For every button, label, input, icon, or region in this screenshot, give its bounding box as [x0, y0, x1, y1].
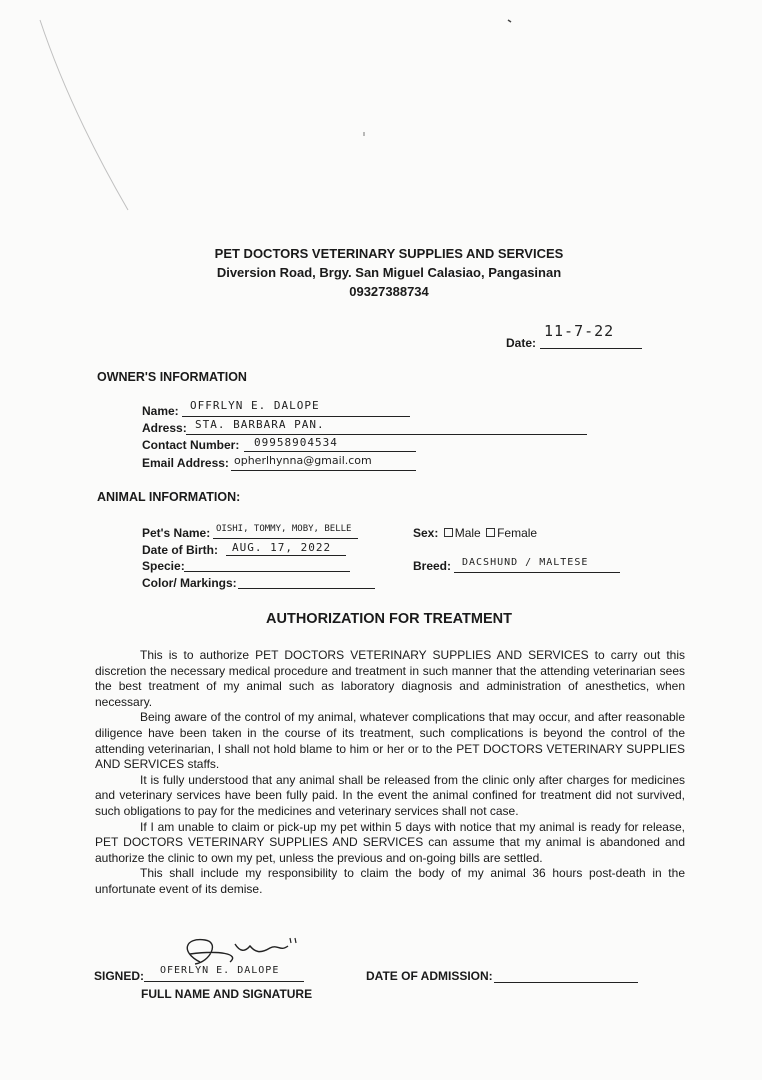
sex-label: Sex: — [413, 526, 439, 540]
dob-label: Date of Birth: — [142, 543, 218, 557]
owner-name-value: OFFRLYN E. DALOPE — [190, 399, 320, 412]
date-label: Date: — [506, 336, 537, 350]
company-name: PET DOCTORS VETERINARY SUPPLIES AND SERVICES — [214, 246, 564, 261]
sex-female-label: Female — [497, 526, 538, 540]
owner-name-line — [182, 416, 410, 417]
signature-caption: FULL NAME AND SIGNATURE — [141, 987, 313, 1001]
paragraph: Being aware of the control of my animal, whatever complications that may occur, and after reasonable diligence have been taken in the course of its treatment, such complications is beyond the control of the attending veterinarian, I shall not hold blame to him or her or to the PET DOCTORS VETERINARY SUPPLIES AND SERVICES staffs. — [95, 710, 685, 772]
signed-name-value: OFERLYN E. DALOPE — [160, 965, 280, 976]
authorization-body — [95, 648, 685, 898]
owner-address-value: STA. BARBARA PAN. — [195, 418, 325, 431]
admission-date-line — [494, 982, 638, 983]
owner-name-label: Name: — [142, 404, 179, 418]
owner-contact-value: 09958904534 — [254, 436, 338, 449]
owner-address-label: Adress: — [142, 421, 187, 435]
species-line — [184, 571, 350, 572]
breed-value: DACSHUND / MALTESE — [462, 557, 589, 568]
date-line — [540, 348, 642, 349]
paragraph: This shall include my responsibility to claim the body of my animal 36 hours post-death in the unfortunate event of its demise. — [95, 866, 685, 896]
paragraph: It is fully understood that any animal shall be released from the clinic only after charges for medicines and veterinary services have been fully paid. In the event the animal confined for treatment did not survived, such obligations to pay for the medicines and veterinary services shall not case. — [95, 772, 685, 818]
sex-male-checkbox[interactable] — [444, 528, 453, 537]
company-address: Diversion Road, Brgy. San Miguel Calasiao, Pangasinan — [216, 265, 562, 280]
date-value: 11-7-22 — [544, 322, 615, 340]
owner-section-title: OWNER'S INFORMATION — [97, 370, 247, 384]
authorization-title: AUTHORIZATION FOR TREATMENT — [266, 611, 512, 627]
owner-email-line — [231, 470, 416, 471]
sex-field — [413, 526, 537, 540]
scan-crease-mark — [0, 0, 762, 260]
color-line — [238, 588, 375, 589]
dob-value: AUG. 17, 2022 — [232, 541, 332, 554]
company-phone: 09327388734 — [349, 284, 429, 299]
admission-date-label: DATE OF ADMISSION: — [366, 969, 493, 983]
owner-email-label: Email Address: — [142, 456, 229, 470]
owner-email-value: opherlhynna@gmail.com — [234, 454, 372, 467]
dob-line — [226, 555, 346, 556]
color-label: Color/ Markings: — [142, 576, 237, 590]
species-label: Specie: — [142, 559, 185, 573]
owner-contact-label: Contact Number: — [142, 438, 240, 452]
owner-address-line — [186, 434, 587, 435]
sex-male-label: Male — [454, 526, 481, 540]
breed-line — [454, 572, 620, 573]
owner-contact-line — [244, 451, 416, 452]
paragraph: This is to authorize PET DOCTORS VETERINARY SUPPLIES AND SERVICES to carry out this discretion the necessary medical procedure and treatment in such manner that the attending veterinarian sees the best treatment of my animal such as laboratory diagnosis and administration of anesthetics, when necessary. — [95, 648, 685, 709]
sex-female-checkbox[interactable] — [486, 528, 495, 537]
pet-name-value: OISHI, TOMMY, MOBY, BELLE — [216, 524, 352, 534]
paragraph: If I am unable to claim or pick-up my pet within 5 days with notice that my animal is ready for release, PET DOCTORS VETERINARY SUPPLIES AND SERVICES can assume that my animal is abandoned and authorize the clinic to own my pet, unless the previous and on-going bills are settled. — [95, 819, 685, 865]
pet-name-line — [213, 538, 358, 539]
signed-label: SIGNED: — [94, 969, 145, 983]
animal-section-title: ANIMAL INFORMATION: — [97, 490, 241, 504]
breed-label: Breed: — [413, 559, 452, 573]
pet-name-label: Pet's Name: — [142, 526, 211, 540]
signed-line — [144, 981, 304, 982]
